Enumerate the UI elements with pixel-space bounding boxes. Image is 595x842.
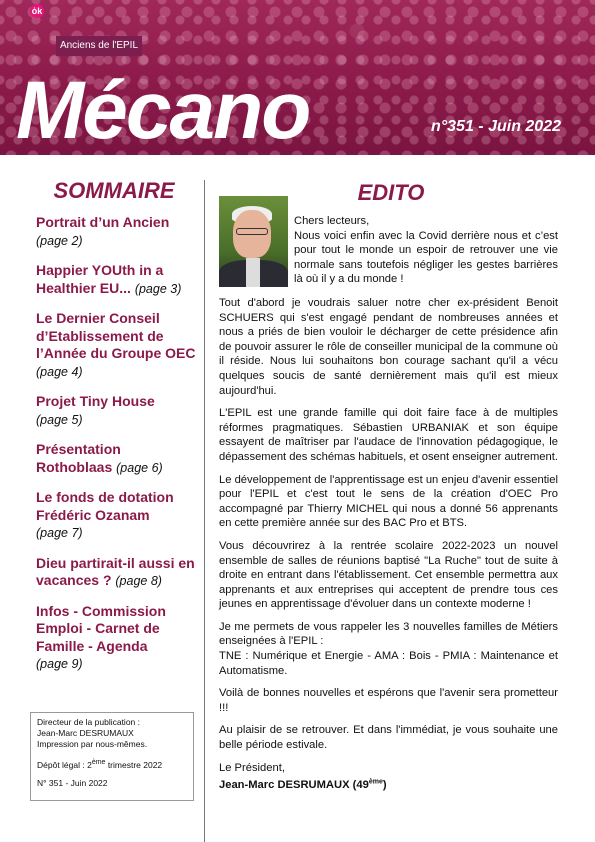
toc-item-title: Dieu partirait-il aussi en vacances ? — [36, 554, 195, 588]
edito-paragraph: Voilà de bonnes nouvelles et espérons que l'avenir sera prometteur !!! — [219, 687, 558, 714]
portrait-glasses — [236, 228, 268, 235]
toc-item-title: Le Dernier Conseil d’Etablissement de l’Année du Groupe OEC — [36, 310, 196, 361]
edito-paragraph: L'EPIL est une grande famille qui doit faire face à de multiples réformes pragmatiques. Sébastien URBANIAK et son équipe essayent de maîtriser par l'audace de l'innovation pédagogique, le dépassement des schémas habituels, et osent enseigner autrement. — [219, 407, 558, 463]
toc-item — [36, 441, 198, 477]
legal-deposit-suffix: trimestre 2022 — [105, 759, 163, 770]
signature-role: Le Président, — [219, 761, 285, 774]
edito-paragraph: Tout d'abord je voudrais saluer notre cher ex-président Benoit SCHUERS qui s'est engagé pendant de nombreuses années et nous a priés de bien vouloir le décharger de cette présidence afin de pouvoir assurer le rôle de conseiller municipal de la commune où il réside. Nous lui souhaitons bon courage sachant qu'il a vécu quelques soucis de santé dernièrement mais qu'il est mieux aujourd'hui. — [219, 297, 558, 397]
toc-item-page: (page 3) — [134, 281, 182, 296]
toc-item-title: Portrait d’un Ancien — [36, 214, 170, 230]
toc-item-title: Infos - Commission Emploi - Carnet de Famille - Agenda — [36, 602, 166, 654]
edito-paragraph: Je me permets de vous rappeler les 3 nouvelles familles de Métiers enseignées à l'EPIL : TNE : Numérique et Energie - AMA : Bois - PMIA : Maintenance et Automatisme. — [219, 620, 558, 677]
toc-item — [36, 489, 198, 543]
toc-item-page: (page 6) — [116, 460, 163, 475]
edito-paragraphs — [219, 296, 558, 753]
toc-item — [36, 262, 198, 298]
signature-close: ) — [382, 778, 387, 791]
signature — [219, 761, 558, 793]
portrait-shirt — [246, 258, 260, 287]
issue-reference: N° 351 - Juin 2022 — [37, 777, 108, 788]
toc-item — [36, 555, 198, 591]
masthead — [0, 0, 595, 155]
toc-item-title: Le fonds de dotation Frédéric Ozanam — [36, 489, 174, 523]
toc-item-page: (page 7) — [36, 526, 83, 540]
toc-item — [36, 603, 198, 674]
edito-body — [219, 296, 558, 793]
toc-item-page: (page 9) — [36, 657, 83, 671]
toc-item — [36, 310, 198, 381]
legal-deposit-sup: ème — [91, 759, 106, 766]
signature-name-text: Jean-Marc DESRUMAUX (49 — [219, 778, 369, 791]
printing-note: Impression par nous-mêmes. — [37, 739, 148, 749]
magazine-title: Mécano — [16, 65, 310, 155]
toc-item-page: (page 8) — [115, 574, 162, 588]
toc-item-page: (page 2) — [36, 233, 83, 248]
toc-item — [36, 214, 198, 250]
epil-logo-icon: ȯk — [31, 6, 43, 16]
issue-number: n°351 - Juin 2022 — [430, 118, 561, 135]
edito-intro-text: Chers lecteurs, Nous voici enfin avec la Covid derrière nous et c’est pour tout le monde un espoir de retrouver une vie normale sans toutefois négliger les gestes barrières là où il y a du monde ! — [294, 215, 558, 286]
signature-sup: ème — [368, 778, 383, 786]
toc-item-title: Projet Tiny House — [36, 393, 155, 409]
column-divider — [204, 180, 205, 842]
edito-paragraph: Au plaisir de se retrouver. Et dans l'immédiat, je vous souhaite une belle période estivale. — [219, 724, 558, 752]
director-label: Directeur de la publication : — [37, 717, 141, 727]
sommaire-panel — [30, 178, 198, 686]
director-name: Jean-Marc DESRUMAUX — [37, 728, 134, 738]
legal-deposit-prefix: Dépôt légal : 2 — [37, 759, 92, 770]
sommaire-heading: SOMMAIRE — [53, 178, 175, 203]
edito-paragraph: Vous découvrirez à la rentrée scolaire 2022-2023 un nouvel ensemble de salles de réunions baptisé "La Ruche" tout de suite à droite en entrant dans l'établissement. Cet ensemble permettra aux apprenants et aux entreprises qui acceptent de prendre tous ces jeunes en apprentissage d'évoluer dans un contexte moderne ! — [219, 539, 558, 611]
toc-item-page: (page 4) — [36, 364, 83, 379]
imprint-box — [30, 712, 194, 801]
toc-item-title: Présentation Rothoblaas — [36, 441, 121, 475]
edito-intro — [294, 214, 558, 295]
president-portrait — [219, 196, 288, 287]
toc-item-title: Happier YOUth in a Healthier EU... — [36, 262, 164, 296]
legal-deposit — [37, 757, 187, 771]
organisation-label: Anciens de l'EPIL — [56, 36, 142, 56]
table-of-contents — [30, 214, 198, 674]
signature-name — [219, 775, 558, 792]
toc-item — [36, 393, 198, 429]
toc-item-page: (page 5) — [36, 412, 83, 427]
edito-heading: EDITO — [357, 180, 425, 205]
edito-paragraph: Le développement de l'apprentissage est un enjeu d'avenir essentiel pour l'EPIL et c'est tout le sens de la création d'OEC Pro accompagné par Thierry MICHEL qui nous a donné 56 apprenants en cette première année sur des BAC Pro et BTS. — [219, 473, 558, 530]
